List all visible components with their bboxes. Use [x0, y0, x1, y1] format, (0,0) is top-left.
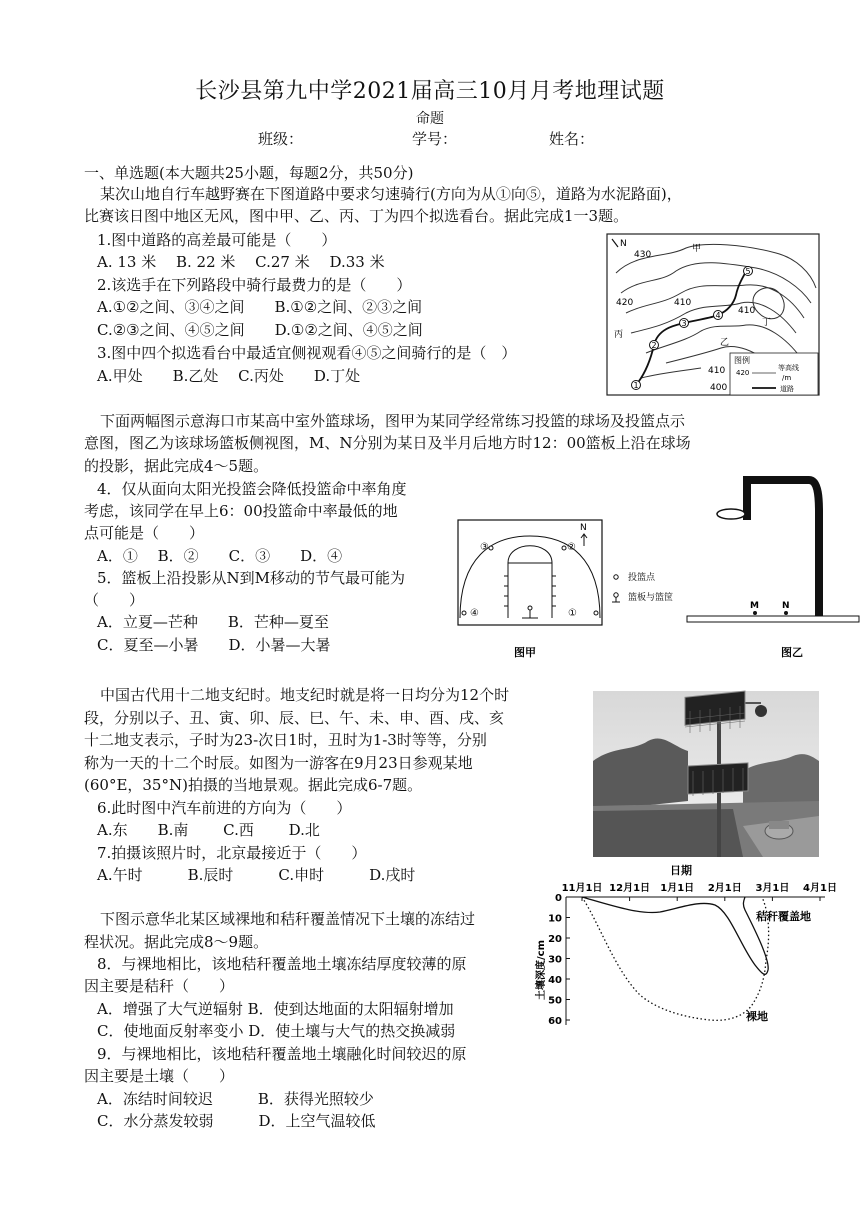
map-site-yi: 乙 [720, 338, 730, 348]
hoop-figure-yi [685, 472, 860, 664]
q6-7-intro-line4: 称为一天的十二个时辰。如图为一游客在9月23日参观某地 [84, 754, 473, 772]
question-9-options-ab: A．冻结时间较迟 B．获得光照较少 [97, 1090, 374, 1108]
question-4-line2: 考虑，该同学在早上6：00投篮命中率最低的地 [84, 502, 398, 520]
chart-x-tick-label: 11月1日 [561, 883, 603, 894]
class-label: 班级： [258, 130, 304, 148]
shadow-point-m: M [750, 601, 759, 611]
map-legend-unit: /m [782, 374, 792, 382]
map-contour-420: 420 [616, 298, 634, 308]
map-site-bing: 丙 [614, 330, 624, 340]
chart-y-tick-label: 10 [548, 913, 562, 925]
legend-shooting-point: 投篮点 [628, 573, 656, 583]
name-label: 姓名： [549, 130, 595, 148]
map-legend-contour: 等高线 [778, 364, 799, 372]
q6-7-intro-line2: 段，分别以子、丑、寅、卯、辰、巳、午、未、申、酉、戌、亥 [84, 709, 505, 727]
question-3-options: A.甲处 B.乙处 C.丙处 D.丁处 [97, 367, 361, 385]
q1-3-intro-line1: 某次山地自行车越野赛在下图道路中要求匀速骑行(方向为从①向⑤，道路为水泥路面)， [100, 185, 682, 203]
chart-x-tick-label: 3月1日 [755, 883, 790, 894]
q6-7-intro-line1: 中国古代用十二地支纪时。地支纪时就是将一日均分为12个时 [100, 686, 510, 704]
question-8-line1: 8．与裸地相比，该地秸秆覆盖地土壤冻结厚度较薄的原 [97, 955, 467, 973]
shadow-point-n: N [782, 601, 790, 611]
question-4-line3: 点可能是（ ） [84, 524, 205, 542]
chart-y-tick-label: 50 [548, 995, 562, 1007]
chart-x-tick-label: 2月1日 [707, 883, 742, 894]
q4-5-intro-line3: 的投影，据此完成4～5题。 [84, 457, 269, 475]
question-7: 7.拍摄该照片时，北京最接近于（ ） [97, 844, 367, 862]
chart-y-tick-label: 20 [548, 934, 562, 945]
map-contour-410-b: 410 [738, 306, 756, 316]
question-4-options: A．① B．② C．③ D．④ [97, 547, 343, 565]
question-5-line1: 5．篮板上沿投影从N到M移动的节气最可能为 [97, 569, 406, 587]
court-point-3: ③ [480, 542, 489, 553]
question-8-options-ab: A．增强了大气逆辐射 B．使到达地面的太阳辐射增加 [97, 1000, 454, 1018]
question-9-line1: 9．与裸地相比，该地秸秆覆盖地土壤融化时间较迟的原 [97, 1045, 467, 1063]
series-straw-covered-line [582, 897, 768, 974]
court-legend [610, 568, 694, 608]
question-5-options-ab: A．立夏—芒种 B．芒种—夏至 [97, 613, 329, 631]
page-subtitle: 命题 [416, 111, 444, 127]
chart-title: 日期 [670, 864, 692, 877]
question-5-options-cd: C．夏至—小暑 D．小暑—大暑 [97, 636, 331, 654]
map-legend-title: 图例 [734, 356, 750, 365]
map-site-jia: 甲 [692, 244, 702, 254]
q6-7-intro-line5: (60°E，35°N)拍摄的当地景观。据此完成6-7题。 [84, 776, 423, 794]
question-1-options: A. 13 米 B. 22 米 C.27 米 D.33 米 [97, 253, 385, 271]
route-point-3: 3 [681, 319, 687, 328]
series-bare-land-line [582, 897, 769, 1020]
question-6: 6.此时图中汽车前进的方向为（ ） [97, 799, 352, 817]
page-title: 长沙县第九中学2021届高三10月月考地理试题 [195, 79, 665, 104]
series-label-bare: 裸地 [746, 1010, 768, 1023]
question-8-options-cd: C．使地面反射率变小 D．使土壤与大气的热交换减弱 [97, 1022, 456, 1040]
map-contour-430: 430 [634, 250, 652, 260]
map-contour-410-c: 410 [708, 366, 726, 376]
map-legend-road: 道路 [780, 385, 794, 393]
question-3: 3.图中四个拟选看台中最适宜侧视观看④⑤之间骑行的是（ ） [97, 344, 517, 362]
chart-x-tick-label: 1月1日 [660, 883, 695, 894]
court-figure-caption: 图甲 [514, 646, 536, 659]
question-4-line1: 4．仅从面向太阳光投篮会降低投篮命中率角度 [97, 480, 407, 498]
q6-7-intro-line3: 十二地支表示，子时为23-次日1时，丑时为1-3时等等，分别 [84, 731, 487, 749]
question-2: 2.该选手在下列路段中骑行最费力的是（ ） [97, 276, 412, 294]
chart-y-tick-label: 60 [548, 1016, 562, 1027]
hoop-figure-caption: 图乙 [781, 646, 803, 659]
chart-y-axis-label: 土壤深度/cm [536, 940, 547, 1000]
chart-x-tick-label: 12月1日 [609, 883, 651, 894]
landscape-photo [593, 691, 819, 857]
question-2-options-ab: A.①②之间、③④之间 B.①②之间、②③之间 [97, 298, 423, 316]
contour-map-figure [606, 233, 820, 396]
map-contour-400: 400 [710, 383, 728, 393]
question-1: 1.图中道路的高差最可能是（ ） [97, 231, 337, 249]
series-label-straw: 秸秆覆盖地 [756, 910, 811, 923]
map-contour-410-a: 410 [674, 298, 692, 308]
map-legend-420: 420 [736, 369, 750, 377]
q8-9-intro-line2: 程状况。据此完成8～9题。 [84, 933, 269, 951]
chart-y-tick-label: 40 [548, 975, 562, 986]
map-site-ding: 丁 [762, 318, 772, 328]
chart-y-tick-label: 0 [555, 893, 562, 904]
chart-y-tick-label: 30 [548, 954, 562, 966]
student-id-label: 学号： [412, 130, 458, 148]
court-point-1: ① [568, 608, 577, 619]
question-8-line2: 因主要是秸秆（ ） [84, 977, 235, 995]
question-9-options-cd: C．水分蒸发较弱 D．上空气温较低 [97, 1112, 376, 1130]
court-north-label: N [580, 523, 587, 533]
question-5-line2: （ ） [84, 591, 145, 609]
legend-backboard-hoop: 篮板与篮筐 [628, 593, 674, 603]
route-point-1: 1 [633, 381, 639, 390]
question-7-options: A.午时 B.辰时 C.申时 D.戌时 [97, 866, 416, 884]
question-2-options-cd: C.②③之间、④⑤之间 D.①②之间、④⑤之间 [97, 321, 423, 339]
q4-5-intro-line1: 下面两幅图示意海口市某高中室外篮球场，图甲为某同学经常练习投篮的球场及投篮点示 [100, 412, 686, 430]
chart-x-tick-label: 4月1日 [803, 883, 837, 894]
section-heading: 一、单选题(本大题共25小题，每题2分，共50分) [84, 164, 414, 182]
question-9-line2: 因主要是土壤（ ） [84, 1067, 235, 1085]
route-point-2: 2 [651, 341, 657, 350]
soil-freeze-chart [530, 860, 837, 1030]
q8-9-intro-line1: 下图示意华北某区域裸地和秸秆覆盖情况下土壤的冻结过 [100, 910, 476, 928]
court-point-4: ④ [470, 608, 479, 619]
route-point-4: 4 [715, 311, 721, 320]
court-figure-jia [456, 518, 606, 663]
q1-3-intro-line2: 比赛该日图中地区无风，图中甲、乙、丙、丁为四个拟选看台。据此完成1一3题。 [84, 207, 629, 225]
route-point-5: 5 [745, 267, 751, 276]
question-6-options: A.东 B.南 C.西 D.北 [97, 821, 320, 839]
q4-5-intro-line2: 意图，图乙为该球场篮板侧视图，M、N分别为某日及半月后地方时12：00篮板上沿在球场 [84, 434, 691, 452]
court-point-2: ② [567, 542, 576, 553]
map-north-label: N [620, 239, 627, 249]
